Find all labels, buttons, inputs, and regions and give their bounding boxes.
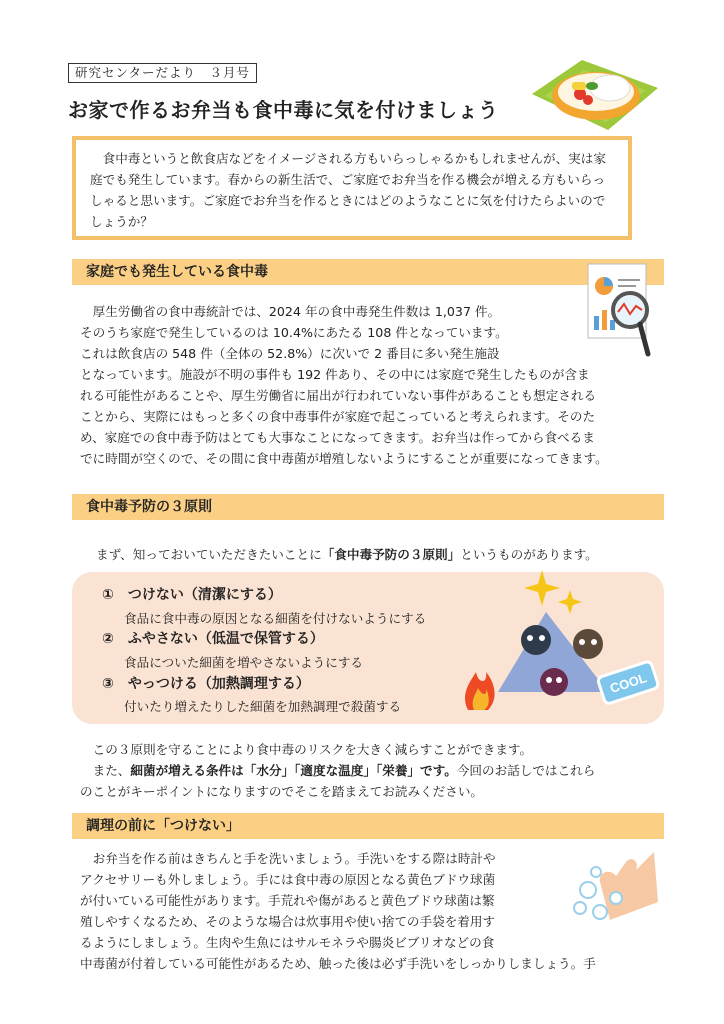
section1-body [80,301,666,469]
section3-line: アクセサリーも外しましょう。手には食中毒の原因となる黄色ブドウ球菌 [80,872,496,887]
section-heading-household: 家庭でも発生している食中毒 [72,259,664,285]
section1-line: ことから、実際にはもっと多くの食中毒事件が家庭で起こっていると考えられます。そのた [80,409,596,424]
germ-icon [521,625,551,655]
section3-body [80,848,666,974]
sparkle-icon [524,570,560,606]
principle-desc: 食品に食中毒の原因となる細菌を付けないようにする [124,611,427,626]
summary-bold: 細菌が増える条件は「水分」「適度な温度」「栄養」です。 [130,763,457,778]
lettuce [586,82,598,90]
tomato-2 [583,95,593,105]
summary-text: また、 [80,763,131,778]
summary-line [80,760,666,781]
summary-line: この３原則を守ることにより食中毒のリスクを大きく減らすことができます。 [80,742,533,757]
cool-label: COOL [608,670,649,697]
section1-line: そのうち家庭で発生しているのは 10.4%にあたる 108 件となっています。 [80,325,508,340]
principle-desc: 付いたり増えたりした細菌を加熱調理で殺菌する [124,699,402,714]
principles-intro [96,544,598,565]
egg [572,82,586,90]
principles-intro-text-end: というものがあります。 [460,547,598,562]
section-heading-three-principles: 食中毒予防の３原則 [72,494,664,520]
germ-icon-3 [540,668,568,696]
bacteria-illustration [458,564,664,722]
principles-summary [80,739,666,802]
section3-line: 中毒菌が付着している可能性があるため、触った後は必ず手洗いをしっかりしましょう。手 [80,956,596,971]
section3-line: 殖しやすくなるため、そのような場合は炊事用や使い捨ての手袋を着用す [80,914,496,929]
summary-text-end: 今回のお話しではこれら [456,763,596,778]
principles-intro-text: まず、知っておいていただきたいことに [96,547,322,562]
summary-line: のことがキーポイントになりますのでそこを踏まえてお読みください。 [80,784,483,799]
principle-title: ③ やっつける（加熱調理する） [102,676,310,692]
intro-box: 食中毒というと飲食店などをイメージされる方もいらっしゃるかもしれませんが、実は家庭でも発生しています。春からの新生活で、ご家庭でお弁当を作る機会が増える方もいらっしゃると思います。ご家庭でお弁当を作るときにはどのようなことに気を付けたらよいのでしょうか？ [72,136,632,240]
section1-line: れる可能性があることや、厚生労働省に届出が行われていない事件があることも想定される [80,388,597,403]
page-title: お家で作るお弁当も食中毒に気を付けましょう [68,98,499,122]
section1-line: め、家庭での食中毒予防はとても大事なことになってきます。お弁当は作ってから食べるま [80,430,595,445]
section-heading-before-cooking: 調理の前に「つけない」 [72,813,664,839]
section1-line: これは飲食店の 548 件（全体の 52.8%）に次いで 2 番目に多い発生施設 [80,346,500,361]
section3-line: が付いている可能性があります。手荒れや傷があると黄色ブドウ球菌は繁 [80,893,495,908]
section1-line: 厚生労働省の食中毒統計では、2024 年の食中毒発生件数は 1,037 件。 [80,304,501,319]
principle-title: ① つけない（清潔にする） [102,587,282,603]
sparkle-icon-small [558,590,582,614]
germ-icon-2 [573,629,603,659]
principles-intro-bold: 「食中毒予防の３原則」 [321,547,461,562]
section1-line: となっています。施設が不明の事件も 192 件あり、その中には家庭で発生したものが含ま [80,367,590,382]
bento-illustration [524,52,664,134]
section3-line: るようにしましょう。生肉や生魚にはサルモネラや腸炎ビブリオなどの食 [80,935,495,950]
principles-box [72,572,664,724]
cool-pack-icon [597,661,659,705]
principle-desc: 食品についた細菌を増やさないようにする [124,655,364,670]
section3-line: お弁当を作る前はきちんと手を洗いましょう。手洗いをする際は時計や [80,851,496,866]
principle-title: ② ふやさない（低温で保管する） [102,631,324,647]
section1-line: でに時間が空くので、その間に食中毒菌が増殖しないようにすることが重要になってきます。 [80,451,608,466]
newsletter-label: 研究センターだより ３月号 [68,63,257,83]
